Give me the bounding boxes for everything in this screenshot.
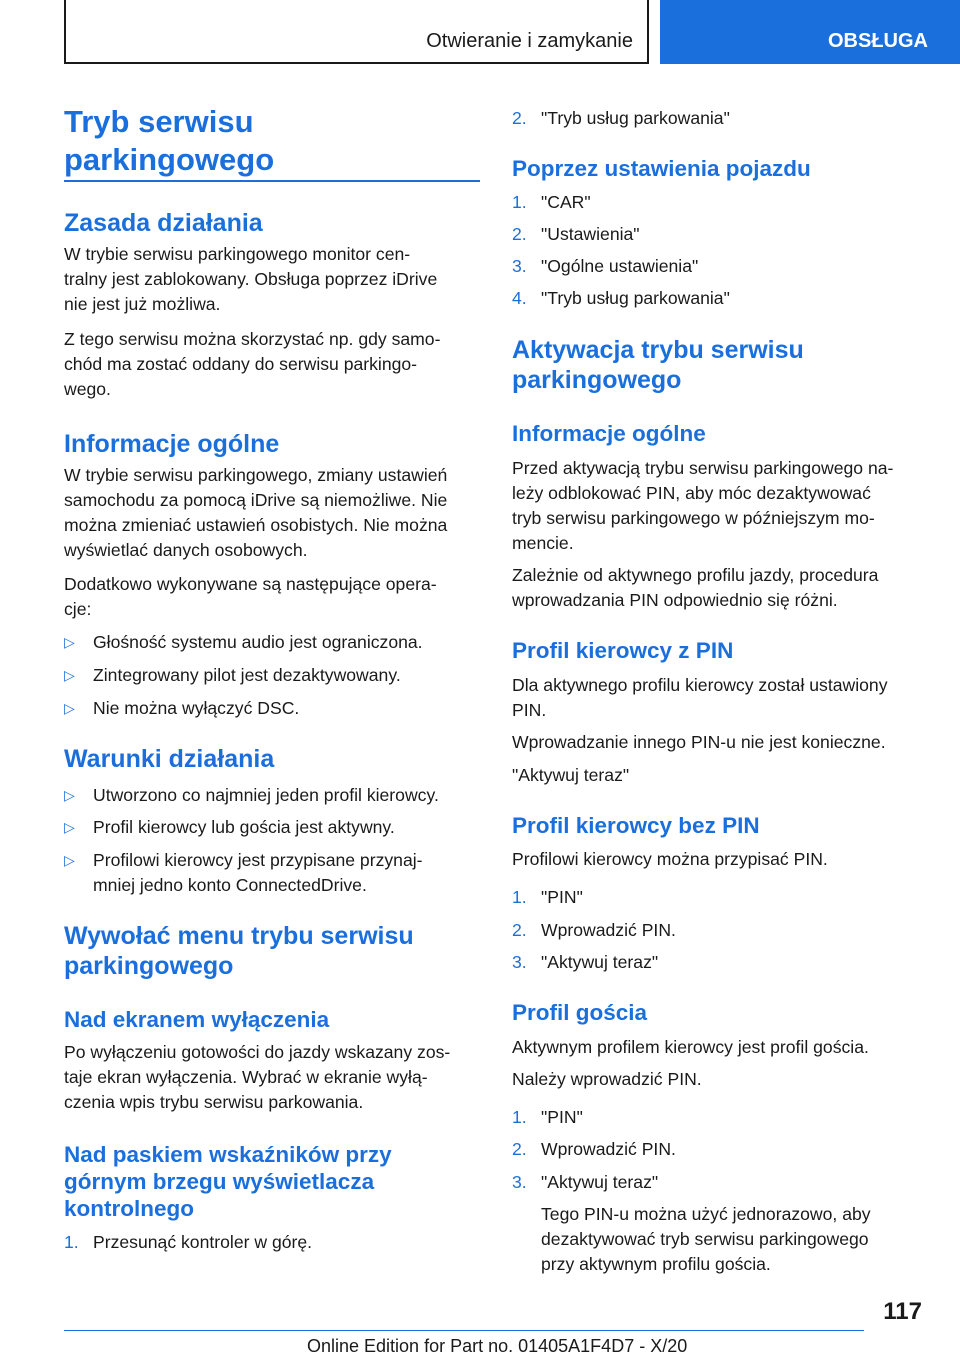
list-number: 2. bbox=[512, 920, 527, 940]
page-title-line-1: Tryb serwisu bbox=[64, 104, 254, 139]
list-item: 2. "Ustawienia" bbox=[512, 222, 924, 247]
subheading-informacje: Informacje ogólne bbox=[512, 421, 706, 446]
heading-informacje: Informacje ogólne bbox=[64, 430, 280, 458]
heading-wywolac-line-2: parkingowego bbox=[64, 952, 234, 980]
list-item: ▷ Zintegrowany pilot jest dezaktywowany. bbox=[64, 663, 480, 688]
triangle-bullet-icon: ▷ bbox=[64, 634, 75, 650]
list-item: ▷ Profil kierowcy lub gościa jest aktywny. bbox=[64, 815, 480, 840]
list-number: 3. bbox=[512, 256, 527, 276]
heading-aktywacja-line-2: parkingowego bbox=[512, 366, 682, 394]
page-number: 117 bbox=[883, 1298, 922, 1325]
subheading-ekran: Nad ekranem wyłączenia bbox=[64, 1007, 330, 1032]
subheading-profil-z-pin: Profil kierowcy z PIN bbox=[512, 638, 734, 663]
chapter-tab bbox=[660, 0, 960, 64]
list-number: 2. bbox=[512, 1139, 527, 1159]
list-number: 2. bbox=[512, 108, 527, 128]
list-item: 1. "PIN" bbox=[512, 1105, 924, 1130]
triangle-bullet-icon: ▷ bbox=[64, 700, 75, 716]
list-item: 3. "Aktywuj teraz" bbox=[512, 950, 924, 975]
list-number: 1. bbox=[64, 1232, 79, 1252]
footer-rule bbox=[64, 1330, 864, 1331]
triangle-bullet-icon: ▷ bbox=[64, 667, 75, 683]
paragraph: Profilowi kierowcy można przypisać PIN. bbox=[512, 849, 828, 869]
paragraph: Z tego serwisu można skorzystać np. gdy samo- chód ma zostać oddany do serwisu parkingo- wego. bbox=[64, 329, 441, 399]
paragraph: Wprowadzanie innego PIN-u nie jest konieczne. bbox=[512, 732, 886, 752]
triangle-bullet-icon: ▷ bbox=[64, 787, 75, 803]
list-item: 2. "Tryb usług parkowania" bbox=[512, 106, 924, 131]
subheading-pasek: Nad paskiem wskaźników przy górnym brzegu wyświetlacza kontrolnego bbox=[64, 1142, 392, 1221]
paragraph: Aktywnym profilem kierowcy jest profil gościa. bbox=[512, 1037, 869, 1057]
list-number: 2. bbox=[512, 224, 527, 244]
paragraph: W trybie serwisu parkingowego monitor cen- tralny jest zablokowany. Obsługa poprzez iDrive nie jest już możliwa. bbox=[64, 244, 438, 314]
list-item: ▷ Nie można wyłączyć DSC. bbox=[64, 696, 480, 721]
list-item: ▷ Utworzono co najmniej jeden profil kierowcy. bbox=[64, 783, 480, 808]
list-item: ▷ Profilowi kierowcy jest przypisane przynaj- mniej jedno konto ConnectedDrive. bbox=[64, 850, 423, 895]
heading-aktywacja-line-1: Aktywacja trybu serwisu bbox=[512, 336, 804, 364]
paragraph: Zależnie od aktywnego profilu jazdy, procedura wprowadzania PIN odpowiednio się różni. bbox=[512, 565, 879, 610]
paragraph: Przed aktywacją trybu serwisu parkingowego na- leży odblokować PIN, aby móc dezaktywować tryb serwisu parkingowego w późniejszym mo- mencie. bbox=[512, 458, 894, 553]
list-item: 3. "Ogólne ustawienia" bbox=[512, 254, 924, 279]
heading-zasada: Zasada działania bbox=[64, 209, 263, 237]
paragraph: Należy wprowadzić PIN. bbox=[512, 1069, 702, 1089]
running-header bbox=[64, 0, 649, 64]
list-item: 1. Przesunąć kontroler w górę. bbox=[64, 1230, 480, 1255]
subheading-profil-goscia: Profil gościa bbox=[512, 1000, 648, 1025]
list-number: 3. bbox=[512, 1172, 527, 1192]
paragraph: Dla aktywnego profilu kierowcy został ustawiony PIN. bbox=[512, 675, 888, 720]
list-item: 2. Wprowadzić PIN. bbox=[512, 918, 924, 943]
subheading-profil-bez-pin: Profil kierowcy bez PIN bbox=[512, 813, 760, 838]
list-item: ▷ Głośność systemu audio jest ograniczona. bbox=[64, 630, 480, 655]
section-title: Otwieranie i zamykanie bbox=[426, 30, 633, 52]
paragraph: Po wyłączeniu gotowości do jazdy wskazany zos- taje ekran wyłączenia. Wybrać w ekranie wyłą- czenia wpis trybu serwisu parkowania. bbox=[64, 1042, 451, 1112]
list-number: 1. bbox=[512, 192, 527, 212]
list-item: 2. Wprowadzić PIN. bbox=[512, 1137, 924, 1162]
heading-wywolac-line-1: Wywołać menu trybu serwisu bbox=[64, 922, 414, 950]
subheading-ustawienia: Poprzez ustawienia pojazdu bbox=[512, 156, 811, 181]
paragraph: "Aktywuj teraz" bbox=[512, 765, 630, 785]
list-item: 1. "CAR" bbox=[512, 190, 924, 215]
chapter-title: OBSŁUGA bbox=[828, 30, 928, 52]
page-title-line-2: parkingowego bbox=[64, 142, 275, 177]
triangle-bullet-icon: ▷ bbox=[64, 819, 75, 835]
list-item: 1. "PIN" bbox=[512, 885, 924, 910]
list-number: 1. bbox=[512, 1107, 527, 1127]
paragraph: W trybie serwisu parkingowego, zmiany ustawień samochodu za pomocą iDrive są niemożliwe. Nie można zmieniać ustawień osobistych. Nie można wyświetlać danych osobowych. bbox=[64, 465, 448, 560]
list-number: 4. bbox=[512, 288, 527, 308]
edition-text: Online Edition for Part no. 01405A1F4D7 - X/20 bbox=[307, 1336, 688, 1356]
list-number: 3. bbox=[512, 952, 527, 972]
list-note: Tego PIN-u można użyć jednorazowo, aby dezaktywować tryb serwisu parkingowego przy aktywnym profilu gościa. bbox=[541, 1204, 871, 1274]
list-item: 4. "Tryb usług parkowania" bbox=[512, 286, 924, 311]
heading-warunki: Warunki działania bbox=[64, 745, 275, 773]
list-item: 3. "Aktywuj teraz" Tego PIN-u można użyć jednorazowo, aby dezaktywować tryb serwisu parkingowego przy aktywnym profilu gościa. bbox=[512, 1170, 924, 1277]
paragraph: Dodatkowo wykonywane są następujące opera- cje: bbox=[64, 574, 437, 619]
triangle-bullet-icon: ▷ bbox=[64, 852, 75, 868]
title-rule bbox=[64, 180, 480, 182]
list-number: 1. bbox=[512, 887, 527, 907]
